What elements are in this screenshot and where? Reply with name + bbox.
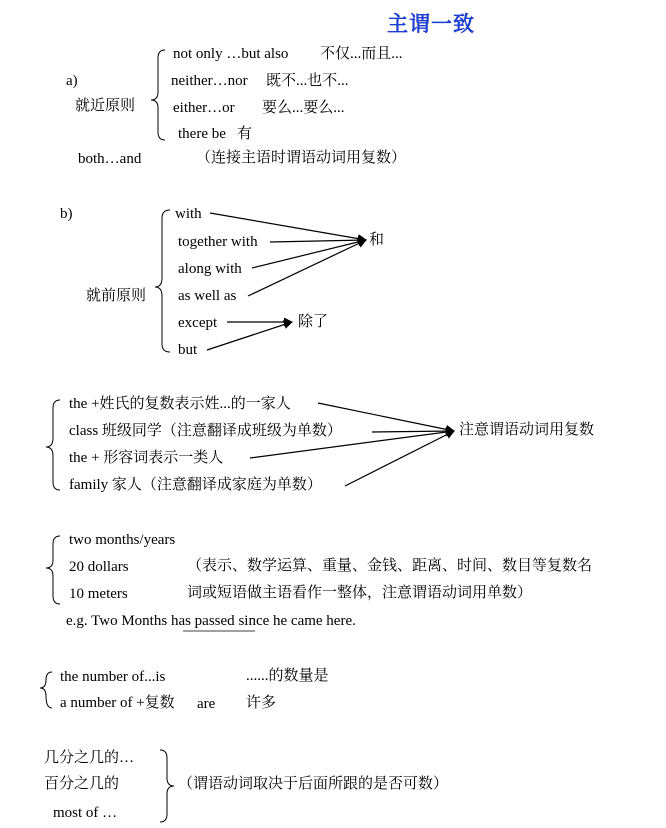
section-d-item-3: 10 meters <box>69 586 128 602</box>
section-e-row2-are: are <box>197 696 216 712</box>
section-b-item-but: but <box>178 342 198 358</box>
section-a-meaning-1: 不仅...而且... <box>320 46 403 62</box>
section-f-item-3: most of … <box>53 805 118 821</box>
brace-d <box>46 536 60 604</box>
section-f-item-2: 百分之几的 <box>44 776 120 792</box>
section-f-item-1: 几分之几的… <box>44 750 135 766</box>
section-b-item-except: except <box>178 315 218 331</box>
section-e-row2-phrase: a number of +复数 <box>60 695 175 711</box>
page-title: 主谓一致 <box>387 12 475 36</box>
section-c-item-2: class 班级同学（注意翻译成班级为单数） <box>69 423 342 439</box>
section-a-principle: 就近原则 <box>75 98 136 114</box>
section-e-row2-meaning: 许多 <box>246 695 277 711</box>
section-c-target: 注意谓语动词用复数 <box>459 422 595 438</box>
arrow-but <box>207 322 292 350</box>
section-b-principle: 就前原则 <box>86 288 147 304</box>
section-f-note: （谓语动词取决于后面所跟的是否可数） <box>178 776 449 792</box>
section-c-item-1: the +姓氏的复数表示姓...的一家人 <box>69 396 291 412</box>
brace-f <box>160 750 174 822</box>
section-d-item-1: two months/years <box>69 532 176 548</box>
both-and-note: （连接主语时谓语动词用复数） <box>196 150 407 166</box>
brace-e <box>40 672 52 708</box>
section-a-phrase-4: there be <box>178 126 226 142</box>
section-a-marker: a) <box>66 73 78 89</box>
section-c-item-3: the + 形容词表示一类人 <box>69 450 224 466</box>
section-a-meaning-3: 要么...要么... <box>262 100 345 116</box>
section-b-item-together-with: together with <box>178 234 258 250</box>
arrow-family <box>345 431 454 486</box>
section-d-note-2: 词或短语做主语看作一整体，注意谓语动词用单数） <box>187 585 533 601</box>
section-b-item-with: with <box>175 206 202 222</box>
arrow-as-well-as <box>248 240 366 296</box>
section-a-meaning-4: 有 <box>237 126 253 142</box>
example-pre: e.g. Two Months <box>66 613 168 629</box>
target-he: 和 <box>369 232 385 248</box>
both-and-phrase: both…and <box>78 151 142 167</box>
brace-c <box>46 400 60 490</box>
section-e-row1-phrase: the number of...is <box>60 669 166 685</box>
section-d-item-2: 20 dollars <box>69 559 129 575</box>
section-a-meaning-2: 既不...也不... <box>266 73 349 89</box>
example-underlined: has passed <box>170 613 235 629</box>
section-e-row1-meaning: ......的数量是 <box>246 668 329 684</box>
arrow-class <box>372 431 454 432</box>
section-a-phrase-3: either…or <box>173 100 235 116</box>
section-c-item-4: family 家人（注意翻译成家庭为单数） <box>69 477 322 493</box>
target-chule: 除了 <box>298 314 329 330</box>
brace-b <box>155 210 170 352</box>
arrow-together-with <box>270 240 366 242</box>
example-post: since he came here. <box>238 613 356 629</box>
section-a-phrase-2: neither…nor <box>171 73 248 89</box>
section-b-item-as-well-as: as well as <box>178 288 237 304</box>
section-d-note-1: （表示、数学运算、重量、金钱、距离、时间、数目等复数名 <box>187 558 593 574</box>
example-sentence <box>66 612 356 630</box>
section-b-item-along-with: along with <box>178 261 242 277</box>
arrow-along-with <box>252 240 366 268</box>
section-a-phrase-1: not only …but also <box>173 46 289 62</box>
section-b-marker: b) <box>60 206 73 222</box>
brace-a <box>151 50 165 140</box>
